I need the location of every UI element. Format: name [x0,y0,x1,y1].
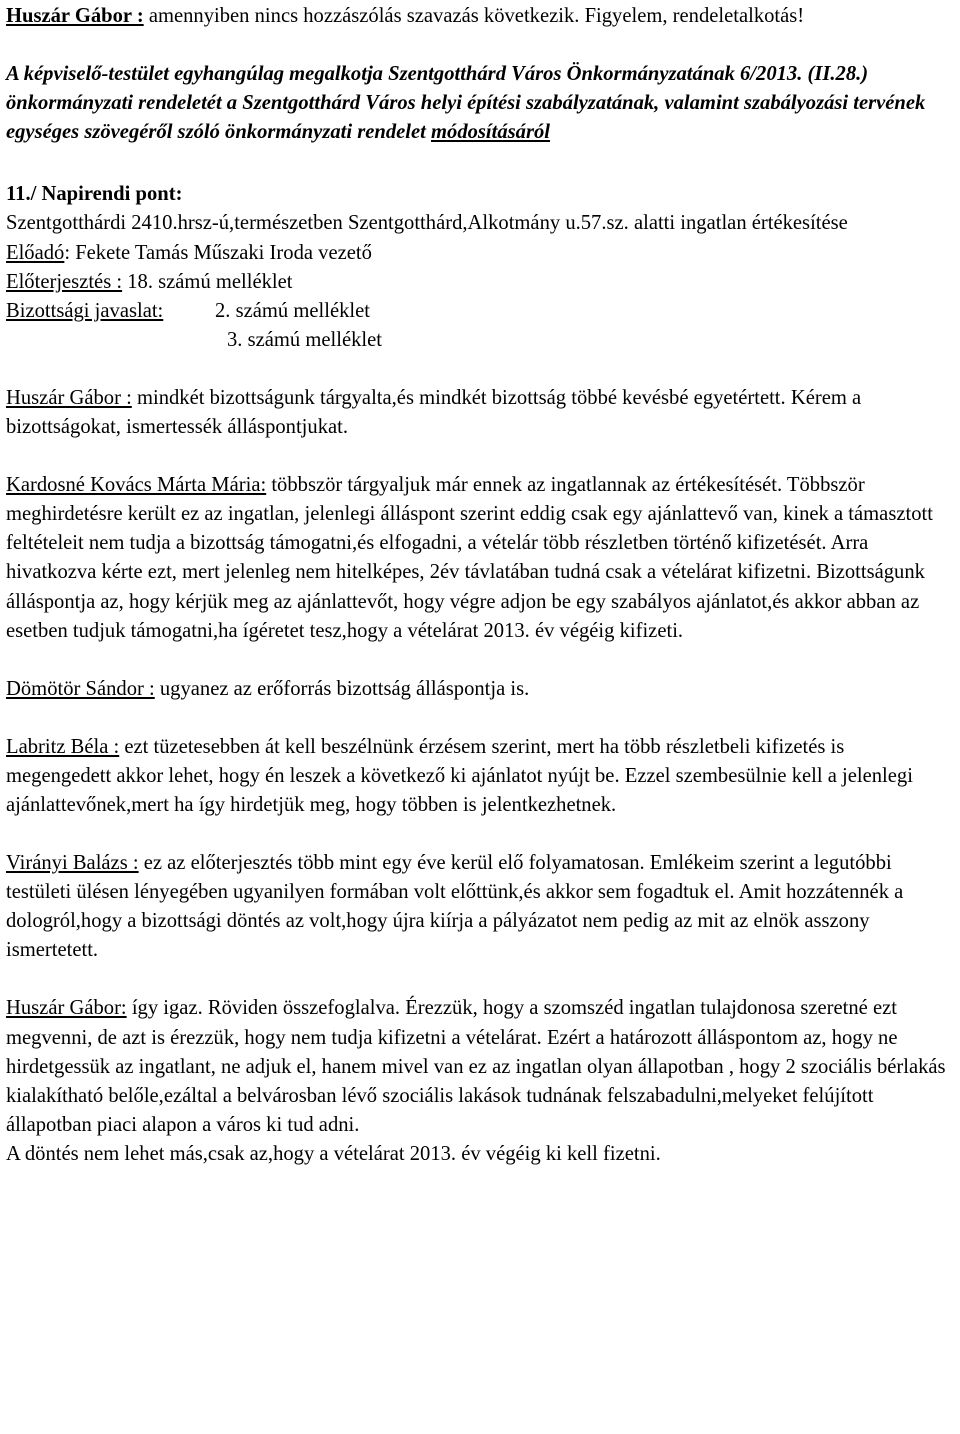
decision-text-underlined: módosításáról [431,121,551,144]
agenda-heading: 11./ Napirendi pont: [6,183,183,206]
committee-attachment-2: 3. számú melléklet [227,328,382,351]
agenda-committee [6,297,952,326]
spacer [6,355,952,384]
speaker-name: Huszár Gábor: [6,997,127,1020]
spacer [6,31,952,60]
committee-attachment-1: 2. számú melléklet [215,299,370,322]
agenda-subject: Szentgotthárdi 2410.hrsz-ú,természetben Szentgotthárd,Alkotmány u.57.sz. alatti ingatlan értékesítése [6,212,848,235]
spacer [6,820,952,849]
closing-line: A döntés nem lehet más,csak az,hogy a vételárat 2013. év végéig ki kell fizetni. [6,1142,661,1165]
speech-paragraph [6,994,952,1139]
committee-label: Bizottsági javaslat: [6,299,164,322]
spacer [6,442,952,471]
presenter-label: Előadó [6,241,65,264]
agenda-proposal [6,268,952,297]
decision-text: A képviselő-testület egyhangúlag megalkotja Szentgotthárd Város Önkormányzatának 6/2013. (II.28.) önkormányzati rendeletét a Szentgotthárd Város helyi építési szabályzatának, valamint szabályozási tervének egységes szövegéről szóló önkormányzati rendelet [6,63,926,144]
speaker-name: Huszár Gábor : [6,386,132,409]
speaker-name: Huszár Gábor : [6,5,144,27]
paragraph-huszar-intro [6,2,952,31]
speech-text: többször tárgyaljuk már ennek az ingatlannak az értékesítését. Többször meghirdetésre került ez az ingatlan, jelenlegi álláspont szerint eddig csak egy ajánlattevő van, kinek a támasztott feltételeit nem tudja a bizottság támogatni,és elfogadni, a vételár több részletben történő kifizetését. Arra hivatkozva kérte ezt, mert jelenleg nem hitelképes, 2év távlatában tudná csak a vételárat kifizetni. Bizottságunk álláspontja az, hogy kérjük meg az ajánlattevőt, hogy végre adjon be egy szabályos ajánlatot,és akkor abban az esetben tudjuk támogatni,ha ígéretet tesz,hogy a vételárat 2013. év végéig kifizeti. [6,474,933,642]
agenda-committee-2 [6,326,952,355]
spacer [6,147,952,180]
spacer [6,965,952,994]
speech-paragraph [6,471,952,646]
speech-paragraph [6,675,952,704]
speech-paragraph [6,384,952,442]
proposal-text: 18. számú melléklet [122,270,293,293]
speech-text: így igaz. Röviden összefoglalva. Érezzük, hogy a szomszéd ingatlan tulajdonosa szeretné ezt megvenni, de azt is érezzük, hogy nem tudja kifizetni a vételárat. Ezért a határozott álláspontom az, hogy ne hirdetgessük az ingatlant, ne adjuk el, hanem mivel van ez az ingatlan olyan állapotban , hogy 2 szociális bérlakás kialakítható belőle,ezáltal a belvárosban lévő szociális lakások tudnának felszabadulni,melyeket felújított állapotban piaci alapon a város ki tud adni. [6,997,946,1136]
speech-text: ez az előterjesztés több mint egy éve kerül elő folyamatosan. Emlékeim szerint a legutóbbi testületi ülésen lényegében ugyanilyen formában volt előttünk,és akkor sem fogadtuk el. Amit hozzátennék a dologról,hogy a bizottsági döntés az volt,hogy újra kiírja a pályázatot nem pedig az mit az elnök asszony ismertetett. [6,852,904,962]
speaker-name: Dömötör Sándor : [6,677,155,700]
speech-paragraph [6,733,952,820]
speech-text: ezt tüzetesebben át kell beszélnünk érzésem szerint, mert ha több részletbeli kifizetés is megengedett akkor lehet, hogy én leszek a következő ki ajánlatot nyújt be. Ezzel szembesülnie kell a jelenlegi ajánlattevőnek,mert ha így hirdetjük meg, hogy többen is jelentkezhetnek. [6,735,913,816]
proposal-label: Előterjesztés : [6,270,123,293]
speaker-name: Labritz Béla : [6,735,120,758]
spacer [6,646,952,675]
decision-paragraph [6,60,952,147]
agenda-presenter [6,239,952,268]
presenter-text: : Fekete Tamás Műszaki Iroda vezető [64,241,372,264]
speaker-name: Kardosné Kovács Márta Mária: [6,474,267,497]
spacer [6,704,952,733]
speaker-name: Virányi Balázs : [6,852,139,875]
speech-text: amennyiben nincs hozzászólás szavazás következik. Figyelem, rendeletalkotás! [143,5,805,27]
speech-text: ugyanez az erőforrás bizottság álláspontja is. [154,677,530,700]
speech-text: mindkét bizottságunk tárgyalta,és mindkét bizottság többé kevésbé egyetértett. Kérem a bizottságokat, ismertessék álláspontjukat. [6,386,862,439]
speech-paragraph [6,849,952,965]
